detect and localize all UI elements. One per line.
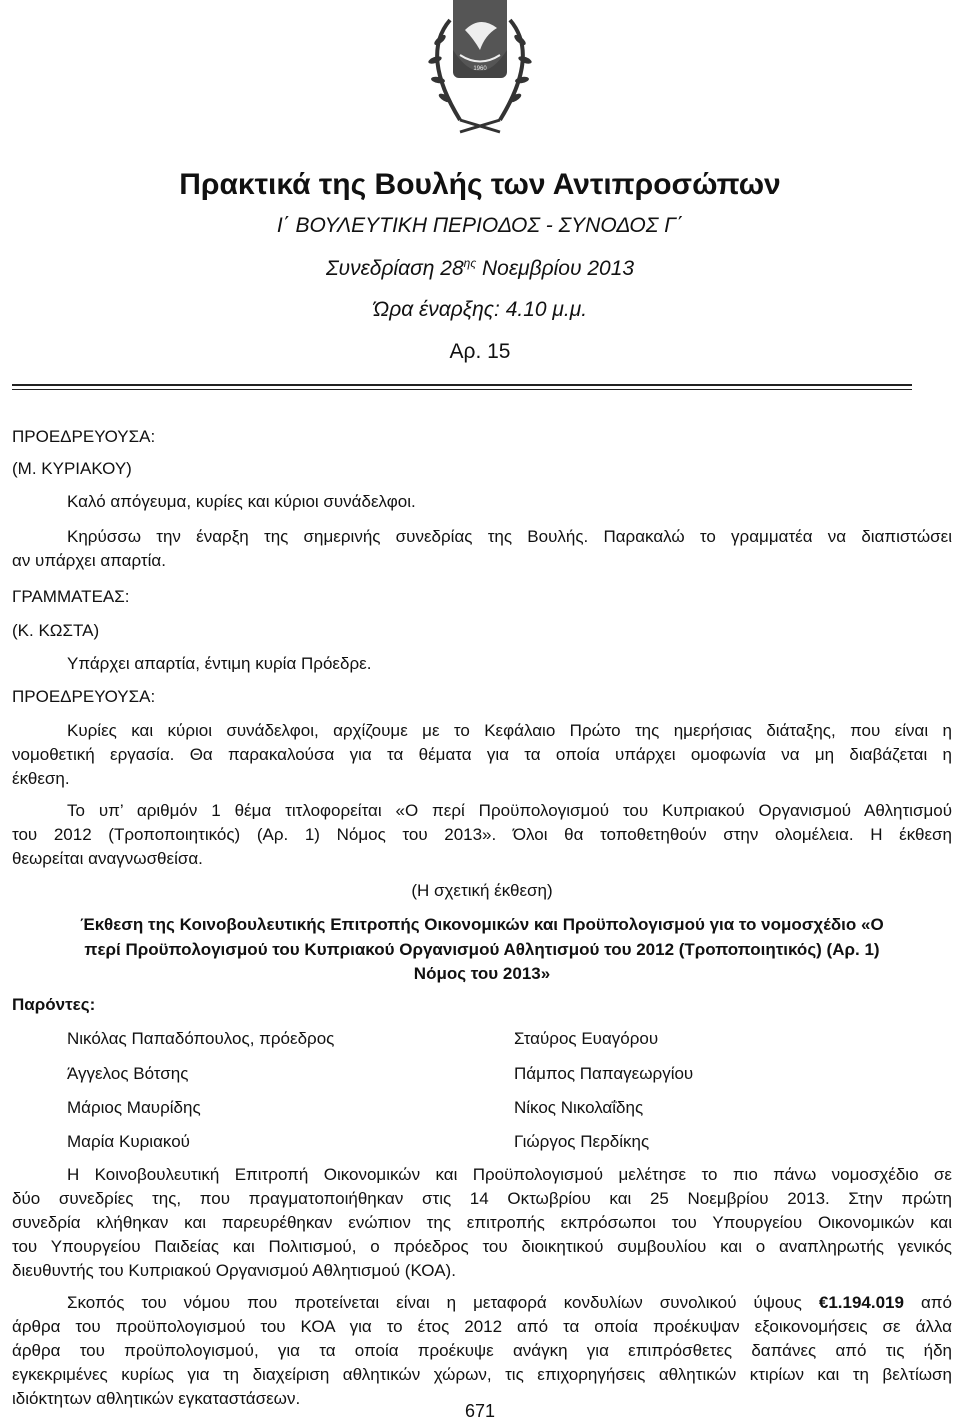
paragraph: εγκεκριμένες κυρίως για τη διαχείριση αθλητικών χώρων, τις επιχορηγήσεις αθλητικών κτιρίων και τη βελτίωση xyxy=(12,1365,952,1384)
report-reference: (Η σχετική έκθεση) xyxy=(411,881,553,900)
paragraph: Κηρύσσω την έναρξη της σημερινής συνεδρίας της Βουλής. Παρακαλώ το γραμματέα να διαπιστώσει xyxy=(67,527,952,546)
paragraph: συνεδρία κλήθηκαν και παρευρέθηκαν ενώπιον της επιτροπής εκπρόσωποι του Υπουργείου Οικονομικών και xyxy=(12,1213,952,1232)
paragraph: ιδιόκτητων αθλητικών εγκαταστάσεων. xyxy=(12,1389,301,1408)
paragraph: Κυρίες και κύριοι συνάδελφοι, αρχίζουμε με το Κεφάλαιο Πρώτο της ημερήσιας διάταξης, που είναι η xyxy=(67,721,952,740)
paragraph: νομοθετική εργασία. Θα παρακαλούσα για τα θέματα για τα οποία υπάρχει ομοφωνία να μη διαβάζεται η xyxy=(12,745,952,764)
paragraph: Το υπ’ αριθμόν 1 θέμα τιτλοφορείται «Ο περί Προϋπολογισμού του Κυπριακού Οργανισμού Αθλητισμού xyxy=(67,801,952,820)
start-time: Ώρα έναρξης: 4.10 μ.μ. xyxy=(372,298,588,321)
paragraph: του 2012 (Τροποποιητικός) (Αρ. 1) Νόμος του 2013». Όλοι θα τοποθετηθούν στην ολομέλεια. Η έκθεση xyxy=(12,825,952,844)
speaker-label: ΠΡΟΕΔΡΕΥΟΥΣΑ: xyxy=(12,427,156,446)
paragraph: του Υπουργείου Παιδείας και Πολιτισμού, ο πρόεδρος του διοικητικού συμβουλίου και ο αναπληρωτής γενικός xyxy=(12,1237,952,1256)
divider-line xyxy=(12,389,912,390)
speaker-label: ΓΡΑΜΜΑΤΕΑΣ: xyxy=(12,587,130,606)
paragraph: Καλό απόγευμα, κυρίες και κύριοι συνάδελφοι. xyxy=(67,492,416,511)
paragraph: Η Κοινοβουλευτική Επιτροπή Οικονομικών και Προϋπολογισμού μελέτησε το πιο πάνω νομοσχέδιο σε xyxy=(67,1165,952,1184)
paragraph: θεωρείται αναγνωσθείσα. xyxy=(12,849,203,868)
speaker-name: (Κ. ΚΩΣΤΑ) xyxy=(12,621,100,640)
session-date: Συνεδρίαση $28^{\eta\varsigma}$ Νοεμβρίου 2013 xyxy=(325,256,635,280)
document-title: Πρακτικά της Βουλής των Αντιπροσώπων xyxy=(179,168,781,201)
paragraph: διευθυντής του Κυπριακού Οργανισμού Αθλητισμού (ΚΟΑ). xyxy=(12,1261,456,1280)
member-name: Μαρία Κυριακού xyxy=(67,1132,190,1151)
member-name: Γιώργος Περδίκης xyxy=(514,1132,650,1151)
coat-of-arms-emblem xyxy=(405,0,555,140)
report-title: Έκθεση της Κοινοβουλευτικής Επιτροπής Οικονομικών και Προϋπολογισμού για το νομοσχέδιο «Ο xyxy=(80,915,884,934)
member-name: Μάριος Μαυρίδης xyxy=(67,1098,201,1117)
member-name: Νίκος Νικολαΐδης xyxy=(514,1098,644,1117)
paragraph: άρθρα του προϋπολογισμού, για τα οποία προέκυψε ανάγκη για επιπρόσθετες δαπάνες από τις ήδη xyxy=(12,1341,952,1360)
paragraph: άρθρα του προϋπολογισμού του ΚΟΑ για το έτος 2012 από τα οποία προέκυψαν εξοικονομήσεις σε άλλα xyxy=(12,1317,952,1336)
speaker-name: (Μ. ΚΥΡΙΑΚΟΥ) xyxy=(12,459,132,478)
paragraph: Υπάρχει απαρτία, έντιμη κυρία Πρόεδρε. xyxy=(67,654,372,673)
member-name: Πάμπος Παπαγεωργίου xyxy=(514,1064,694,1083)
paragraph: αν υπάρχει απαρτία. xyxy=(12,551,166,570)
present-label: Παρόντες: xyxy=(12,995,96,1014)
member-name: Άγγελος Βότσης xyxy=(67,1064,189,1083)
report-title: Νόμος του 2013» xyxy=(413,964,551,983)
parliamentary-period: Ι΄ ΒΟΥΛΕΥΤΙΚΗ ΠΕΡΙΟΔΟΣ - ΣΥΝΟΔΟΣ Γ΄ xyxy=(276,214,684,237)
member-name: Νικόλας Παπαδόπουλος, πρόεδρος xyxy=(67,1029,335,1048)
issue-number: Αρ. 15 xyxy=(449,340,511,363)
speaker-label: ΠΡΟΕΔΡΕΥΟΥΣΑ: xyxy=(12,687,156,706)
member-name: Σταύρος Ευαγόρου xyxy=(514,1029,659,1048)
paragraph: Σκοπός του νόμου που προτείνεται είναι η μεταφορά κονδυλίων συνολικού ύψους €1.194.019 από xyxy=(67,1293,952,1312)
divider-line xyxy=(12,384,912,386)
page-number: 671 xyxy=(465,1401,496,1421)
paragraph: έκθεση. xyxy=(12,769,70,788)
svg-text:1960: 1960 xyxy=(473,66,487,72)
paragraph: δύο συνεδρίες της, που πραγματοποιήθηκαν στις 14 Οκτωβρίου και 25 Νοεμβρίου 2013. Στην πρώτη xyxy=(12,1189,952,1208)
report-title: περί Προϋπολογισμού του Κυπριακού Οργανισμού Αθλητισμού του 2012 (Τροποποιητικός) (Αρ. 1) xyxy=(84,940,880,959)
